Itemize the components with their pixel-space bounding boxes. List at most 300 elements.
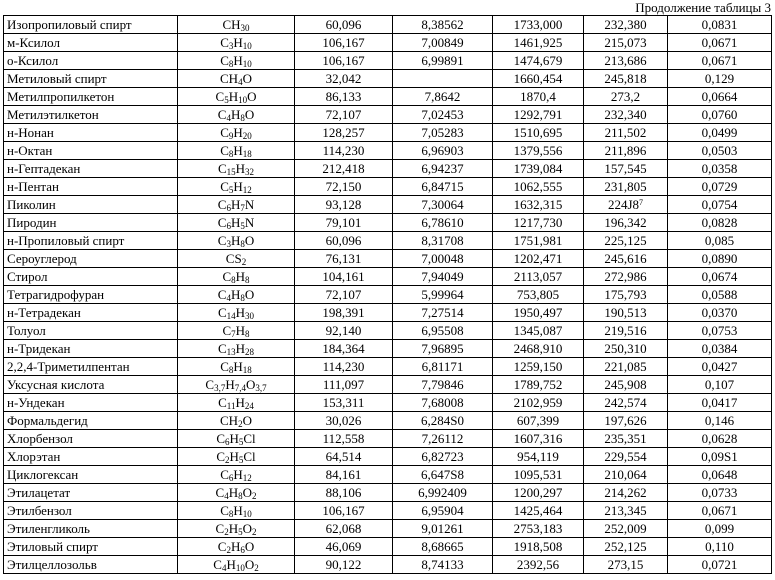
- molar-mass-cell: [295, 430, 393, 448]
- coef-d-cell: [668, 358, 772, 376]
- formula-element: C: [222, 268, 232, 284]
- molar-mass-cell-value: 60,096: [325, 232, 362, 248]
- coef-b-cell: [493, 466, 584, 484]
- coef-a-cell: [393, 304, 493, 322]
- coef-d-cell: [668, 106, 772, 124]
- formula-cell: [178, 106, 295, 124]
- formula-element: Cl: [243, 448, 256, 464]
- formula-cell: [178, 322, 295, 340]
- substance-name-cell: н-Ундекан: [4, 394, 178, 412]
- formula-element: N: [244, 196, 255, 212]
- table-row: [4, 88, 772, 106]
- formula-subscript: 7: [231, 328, 236, 339]
- substance-name-cell: Пиколин: [4, 196, 178, 214]
- coef-c-cell-value: 235,351: [604, 430, 647, 446]
- coef-a-cell: [393, 52, 493, 70]
- substance-name-cell: н-Пропиловый спирт: [4, 232, 178, 250]
- formula-element: CH: [220, 70, 239, 86]
- coef-d-cell-value: 0,0721: [701, 556, 738, 572]
- molar-mass-cell-value: 153,311: [322, 394, 365, 410]
- coef-c-cell: [584, 88, 668, 106]
- formula-element: H: [230, 286, 241, 302]
- formula-element: C: [205, 376, 215, 392]
- coef-a-cell: [393, 142, 493, 160]
- coef-a-cell-value: 6,99891: [421, 52, 464, 68]
- formula-element: CS: [225, 250, 242, 266]
- coef-c-cell: [584, 538, 668, 556]
- coef-d-cell: [668, 448, 772, 466]
- coef-d-cell-value: 0,0733: [701, 484, 738, 500]
- coef-a-cell: [393, 16, 493, 34]
- table-row: [4, 160, 772, 178]
- table-row: [4, 304, 772, 322]
- coef-a-cell-value: 8,74133: [421, 556, 464, 572]
- substance-name-cell: Хлорэтан: [4, 448, 178, 466]
- molar-mass-cell: [295, 484, 393, 502]
- coef-c-cell: [584, 34, 668, 52]
- formula-subscript: 8: [228, 508, 234, 519]
- coef-d-cell-value: 0,0499: [701, 124, 738, 140]
- coef-a-cell: [393, 556, 493, 574]
- coef-a-cell: [393, 484, 493, 502]
- coef-b-cell: [493, 160, 584, 178]
- molar-mass-cell-value: 86,133: [325, 88, 362, 104]
- coef-d-cell-value: 0,0828: [701, 214, 738, 230]
- formula-subscript: 18: [242, 364, 252, 375]
- formula-subscript: 6: [226, 220, 231, 231]
- formula-element: O: [244, 538, 255, 554]
- formula-cell: [178, 358, 295, 376]
- coef-c-cell: [584, 448, 668, 466]
- coef-b-cell: [493, 448, 584, 466]
- formula-subscript: 8: [240, 238, 245, 249]
- formula-element: C: [220, 52, 229, 68]
- coef-b-cell-value: 1095,531: [513, 466, 563, 482]
- coef-c-cell: [584, 124, 668, 142]
- coef-d-cell-value: 0,0831: [701, 16, 738, 32]
- coef-a-cell: [393, 466, 493, 484]
- coef-d-cell: [668, 214, 772, 232]
- coef-d-cell-value: 0,0890: [701, 250, 738, 266]
- coef-d-cell-value: 0,099: [704, 520, 735, 536]
- coef-d-cell-value: 0,0588: [701, 286, 738, 302]
- coef-d-cell-value: 0,0664: [701, 88, 738, 104]
- coef-a-cell: [393, 232, 493, 250]
- substance-name-cell: Этилацетат: [4, 484, 178, 502]
- molar-mass-cell: [295, 538, 393, 556]
- coef-c-cell-value: 211,896: [604, 142, 647, 158]
- coef-a-cell-value: 7,94049: [421, 268, 464, 284]
- formula-element: C: [213, 556, 222, 572]
- formula-subscript: 10: [242, 508, 252, 519]
- formula-subscript: 8: [240, 292, 245, 303]
- formula-subscript: 5: [238, 436, 244, 447]
- formula-subscript: 30: [240, 22, 250, 33]
- coef-d-cell: [668, 52, 772, 70]
- coef-d-cell-value: 0,0370: [701, 304, 738, 320]
- formula-element: O: [244, 232, 255, 248]
- coef-a-cell: [393, 520, 493, 538]
- formula-subscript: 5: [228, 184, 234, 195]
- formula-subscript: 4: [226, 112, 231, 123]
- substance-name-cell: Уксусная кислота: [4, 376, 178, 394]
- formula-cell: [178, 340, 295, 358]
- coef-c-cell: [584, 160, 668, 178]
- formula-element: H: [235, 394, 245, 410]
- coef-b-cell-value: 1062,555: [513, 178, 563, 194]
- coef-c-cell: [584, 376, 668, 394]
- coef-c-cell: [584, 286, 668, 304]
- table-row: [4, 340, 772, 358]
- molar-mass-cell: [295, 106, 393, 124]
- coef-b-cell-value: 1425,464: [513, 502, 563, 518]
- molar-mass-cell: [295, 196, 393, 214]
- formula-element: CH: [220, 412, 239, 428]
- formula-subscript: 7,4: [234, 382, 246, 393]
- coef-a-cell: [393, 88, 493, 106]
- coef-d-cell: [668, 70, 772, 88]
- coef-a-cell: [393, 268, 493, 286]
- coef-a-cell-value: 6,647S8: [421, 466, 464, 482]
- table-row: [4, 52, 772, 70]
- substance-name-cell: н-Тридекан: [4, 340, 178, 358]
- table-row: [4, 556, 772, 574]
- formula-element: H: [226, 556, 236, 572]
- molar-mass-cell-value: 79,101: [325, 214, 362, 230]
- formula-subscript: 30: [245, 310, 255, 321]
- formula-element: C: [222, 16, 232, 32]
- molar-mass-cell: [295, 286, 393, 304]
- molar-mass-cell-value: 72,107: [325, 286, 362, 302]
- formula-element: H: [235, 304, 246, 320]
- coef-a-cell-value: 7,00849: [421, 34, 464, 50]
- coef-d-cell-value: 0,085: [704, 232, 735, 248]
- formula-cell: [178, 394, 295, 412]
- formula-element: C: [216, 448, 225, 464]
- formula-cell: [178, 88, 295, 106]
- coef-c-cell: [584, 196, 668, 214]
- formula-element: H: [229, 430, 239, 446]
- coef-b-cell: [493, 142, 584, 160]
- coef-c-cell-value: 224J8: [607, 196, 640, 212]
- molar-mass-cell-value: 184,364: [322, 340, 365, 356]
- coef-c-cell-value: 245,818: [604, 70, 647, 86]
- formula-element: H: [230, 106, 241, 122]
- substance-name-cell: Хлорбензол: [4, 430, 178, 448]
- molar-mass-cell: [295, 88, 393, 106]
- coef-a-cell: [393, 250, 493, 268]
- table-row: [4, 106, 772, 124]
- coef-b-cell: [493, 358, 584, 376]
- substance-name-cell: Этиленгликоль: [4, 520, 178, 538]
- coef-b-cell: [493, 556, 584, 574]
- coef-d-cell-value: 0,0753: [701, 322, 738, 338]
- coef-a-cell: [393, 124, 493, 142]
- formula-cell: [178, 232, 295, 250]
- table-row: [4, 268, 772, 286]
- coef-c-cell-value: 273,15: [607, 556, 644, 572]
- coef-c-cell-value: 232,380: [604, 16, 647, 32]
- coef-c-cell-value: 190,513: [604, 304, 647, 320]
- formula-subscript: 20: [242, 130, 252, 141]
- formula-element: O: [244, 106, 255, 122]
- formula-subscript: 6: [224, 436, 230, 447]
- formula-element: H: [230, 196, 241, 212]
- coef-a-cell-value: 6,992409: [418, 484, 467, 500]
- formula-cell: [178, 430, 295, 448]
- coef-d-cell-value: 0,0729: [701, 178, 738, 194]
- formula-element: H: [230, 214, 241, 230]
- substance-name-cell: м-Ксилол: [4, 34, 178, 52]
- formula-element: C: [217, 538, 227, 554]
- molar-mass-cell: [295, 376, 393, 394]
- coef-b-cell-value: 954,119: [517, 448, 559, 464]
- formula-element: O: [242, 520, 252, 536]
- coef-a-cell-value: 6,94237: [421, 160, 464, 176]
- coef-d-cell-value: 0,0417: [701, 394, 738, 410]
- coef-b-cell: [493, 16, 584, 34]
- coef-d-cell-value: 0,129: [704, 70, 735, 86]
- coef-a-cell-value: 9,01261: [421, 520, 464, 536]
- coef-a-cell: [393, 412, 493, 430]
- formula-subscript: 10: [238, 94, 248, 105]
- properties-table: [3, 15, 772, 574]
- molar-mass-cell-value: 88,106: [325, 484, 362, 500]
- coef-d-cell-value: 0,0503: [701, 142, 738, 158]
- coef-d-cell: [668, 16, 772, 34]
- molar-mass-cell: [295, 16, 393, 34]
- formula-subscript: 8: [228, 58, 234, 69]
- formula-cell: [178, 142, 295, 160]
- coef-a-cell-value: 7,00048: [421, 250, 464, 266]
- molar-mass-cell-value: 72,107: [325, 106, 362, 122]
- molar-mass-cell: [295, 322, 393, 340]
- coef-c-cell: [584, 430, 668, 448]
- coef-c-cell-value: 272,986: [604, 268, 647, 284]
- molar-mass-cell: [295, 250, 393, 268]
- formula-subscript: 6: [240, 544, 245, 555]
- substance-name-cell: Тетрагидрофуран: [4, 286, 178, 304]
- formula-subscript: 8: [228, 364, 234, 375]
- formula-subscript: 10: [235, 562, 245, 573]
- coef-d-cell: [668, 484, 772, 502]
- coef-b-cell: [493, 340, 584, 358]
- molar-mass-cell-value: 112,558: [322, 430, 365, 446]
- substance-name-cell: Этилцеллозольв: [4, 556, 178, 574]
- formula-element: O: [242, 412, 252, 428]
- formula-subscript: 12: [242, 184, 252, 195]
- coef-d-cell: [668, 178, 772, 196]
- molar-mass-cell-value: 106,167: [322, 502, 365, 518]
- coef-c-cell: [584, 484, 668, 502]
- coef-c-cell-value: 245,616: [604, 250, 647, 266]
- coef-c-cell-value: 219,516: [604, 322, 647, 338]
- formula-element: C: [217, 304, 227, 320]
- formula-element: H: [229, 448, 239, 464]
- molar-mass-cell: [295, 124, 393, 142]
- coef-c-cell-value: 252,009: [604, 520, 647, 536]
- substance-name-cell: Толуол: [4, 322, 178, 340]
- formula-element: H: [233, 124, 243, 140]
- formula-element: H: [235, 160, 246, 176]
- formula-element: H: [235, 322, 246, 338]
- formula-subscript: 5: [238, 454, 244, 465]
- formula-cell: [178, 16, 295, 34]
- coef-b-cell: [493, 250, 584, 268]
- coef-a-cell-value: 7,27514: [421, 304, 464, 320]
- substance-name-cell: Пиродин: [4, 214, 178, 232]
- formula-subscript: 2: [241, 256, 247, 267]
- table-row: [4, 430, 772, 448]
- coef-a-cell-value: 6,84715: [421, 178, 464, 194]
- coef-b-cell: [493, 304, 584, 322]
- molar-mass-cell: [295, 304, 393, 322]
- molar-mass-cell: [295, 466, 393, 484]
- formula-subscript: 2: [251, 526, 257, 537]
- formula-cell: [178, 250, 295, 268]
- coef-b-cell: [493, 268, 584, 286]
- molar-mass-cell-value: 92,140: [325, 322, 362, 338]
- molar-mass-cell: [295, 340, 393, 358]
- formula-element: H: [233, 502, 243, 518]
- substance-name-cell: н-Пентан: [4, 178, 178, 196]
- formula-element: H: [235, 340, 246, 356]
- coef-c-cell: [584, 52, 668, 70]
- coef-c-cell-value: 214,262: [604, 484, 647, 500]
- coef-b-cell: [493, 412, 584, 430]
- formula-cell: [178, 556, 295, 574]
- coef-b-cell-value: 1510,695: [513, 124, 563, 140]
- coef-b-cell-value: 2468,910: [513, 340, 563, 356]
- molar-mass-cell: [295, 556, 393, 574]
- coef-d-cell: [668, 124, 772, 142]
- formula-element: C: [220, 358, 229, 374]
- coef-c-cell-value: 196,342: [604, 214, 647, 230]
- coef-a-cell-value: 8,38562: [421, 16, 464, 32]
- formula-cell: [178, 160, 295, 178]
- coef-d-cell: [668, 268, 772, 286]
- molar-mass-cell: [295, 358, 393, 376]
- formula-element: O: [247, 88, 257, 104]
- formula-subscript: 8: [238, 490, 243, 501]
- coef-d-cell: [668, 160, 772, 178]
- table-row: [4, 250, 772, 268]
- formula-element: H: [228, 484, 239, 500]
- table-row: [4, 538, 772, 556]
- formula-subscript: 5: [238, 526, 243, 537]
- formula-subscript: 2: [224, 454, 230, 465]
- formula-subscript: 8: [231, 274, 236, 285]
- formula-element: C: [220, 142, 229, 158]
- molar-mass-cell-value: 84,161: [325, 466, 362, 482]
- molar-mass-cell: [295, 52, 393, 70]
- coef-a-cell-value: 6,96903: [421, 142, 464, 158]
- formula-subscript: 3: [226, 238, 231, 249]
- coef-a-cell-value: 7,68008: [421, 394, 464, 410]
- formula-cell: [178, 34, 295, 52]
- coef-a-cell: [393, 286, 493, 304]
- coef-c-cell: [584, 214, 668, 232]
- formula-cell: [178, 214, 295, 232]
- formula-subscript: 2: [254, 562, 259, 573]
- table-body: [4, 16, 772, 574]
- coef-a-cell: [393, 448, 493, 466]
- formula-subscript: 5: [224, 94, 229, 105]
- formula-element: O: [244, 556, 255, 572]
- formula-subscript: 4: [238, 76, 243, 87]
- coef-d-cell-value: 0,146: [704, 412, 735, 428]
- formula-cell: [178, 178, 295, 196]
- coef-b-cell: [493, 502, 584, 520]
- coef-d-cell: [668, 430, 772, 448]
- formula-cell: [178, 466, 295, 484]
- formula-subscript: 3,7: [214, 382, 226, 393]
- formula-element: H: [233, 142, 243, 158]
- coef-a-cell-value: 8,68665: [421, 538, 464, 554]
- coef-b-cell-value: 1870,4: [520, 88, 556, 104]
- coef-b-cell: [493, 484, 584, 502]
- coef-d-cell-value: 0,0671: [701, 34, 738, 50]
- coef-a-cell: [393, 340, 493, 358]
- coef-d-cell: [668, 142, 772, 160]
- coef-b-cell: [493, 88, 584, 106]
- substance-name-cell: 2,2,4-Триметилпентан: [4, 358, 178, 376]
- coef-a-cell-value: 7,96895: [421, 340, 464, 356]
- substance-name-cell: Стирол: [4, 268, 178, 286]
- formula-subscript: 11: [226, 400, 236, 411]
- formula-element: O: [242, 70, 252, 86]
- formula-subscript: 12: [242, 472, 252, 483]
- coef-c-cell: [584, 556, 668, 574]
- coef-d-cell-value: 0,110: [705, 538, 734, 554]
- formula-element: C: [217, 214, 227, 230]
- molar-mass-cell-value: 93,128: [325, 196, 362, 212]
- coef-a-cell: [393, 70, 493, 88]
- formula-cell: [178, 502, 295, 520]
- coef-c-cell-value: 211,502: [604, 124, 647, 140]
- molar-mass-cell: [295, 160, 393, 178]
- coef-b-cell-value: 1202,471: [513, 250, 563, 266]
- table-row: [4, 484, 772, 502]
- coef-c-cell-value: 175,793: [604, 286, 647, 302]
- coef-b-cell-value: 1345,087: [513, 322, 563, 338]
- molar-mass-cell: [295, 178, 393, 196]
- formula-element: C: [220, 466, 229, 482]
- molar-mass-cell: [295, 34, 393, 52]
- coef-c-cell: [584, 394, 668, 412]
- formula-element: N: [244, 214, 255, 230]
- coef-d-cell-value: 0,0760: [701, 106, 738, 122]
- coef-d-cell: [668, 286, 772, 304]
- coef-b-cell-value: 1660,454: [513, 70, 563, 86]
- formula-subscript: 15: [226, 166, 236, 177]
- substance-name-cell: Метиловый спирт: [4, 70, 178, 88]
- formula-subscript: 2: [251, 490, 257, 501]
- coef-c-cell: [584, 268, 668, 286]
- molar-mass-cell: [295, 448, 393, 466]
- formula-element: H: [230, 232, 241, 248]
- molar-mass-cell-value: 111,097: [322, 376, 365, 392]
- formula-element: C: [215, 484, 225, 500]
- substance-name-cell: Изопропиловый спирт: [4, 16, 178, 34]
- formula-subscript: 14: [226, 310, 236, 321]
- table-row: [4, 286, 772, 304]
- formula-subscript: 24: [244, 400, 254, 411]
- table-row: [4, 196, 772, 214]
- table-row: [4, 520, 772, 538]
- formula-element: C: [217, 160, 227, 176]
- coef-d-cell: [668, 502, 772, 520]
